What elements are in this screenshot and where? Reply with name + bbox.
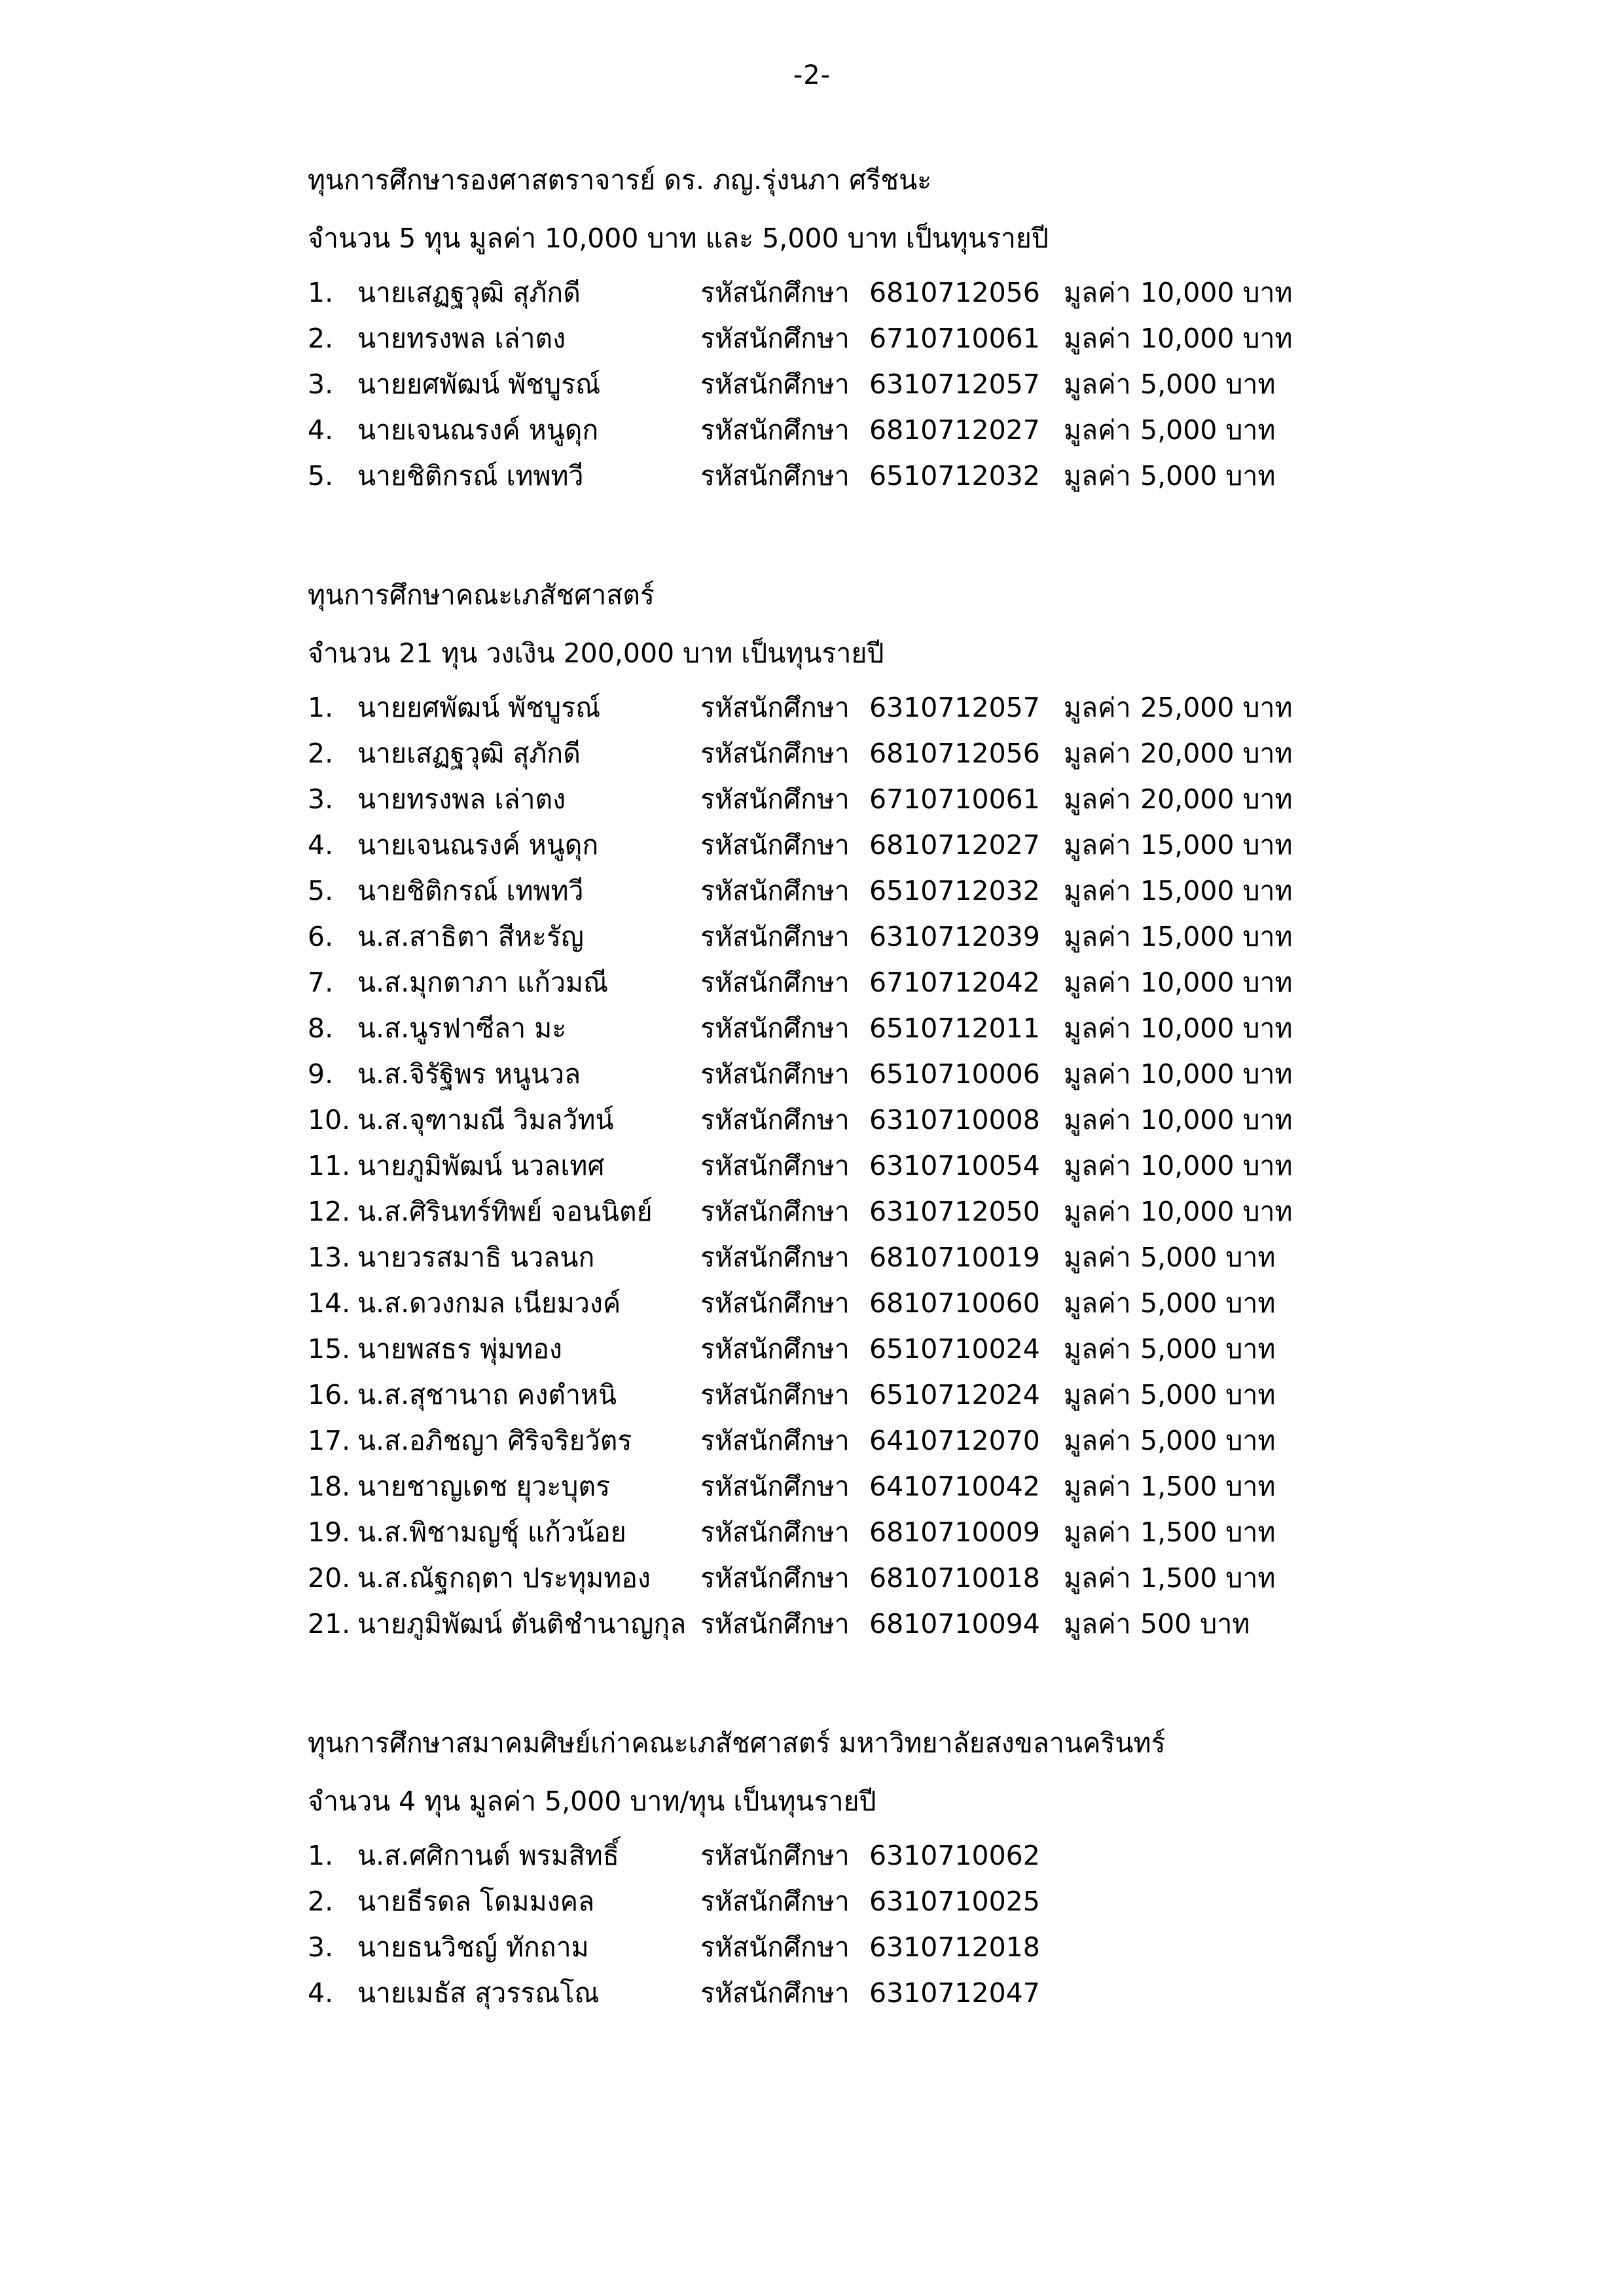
award-row <box>308 921 1355 969</box>
recipient-name: นายชิติกรณ์ เทพทวี <box>357 875 584 906</box>
recipient-name: น.ส.ณัฐกฤตา ประทุมทอง <box>357 1562 651 1594</box>
student-id-label: รหัสนักศึกษา <box>700 875 850 906</box>
row-index: 12. <box>308 1196 351 1227</box>
row-index: 19. <box>308 1516 351 1548</box>
row-index: 11. <box>308 1150 351 1181</box>
value-label: มูลค่า <box>1064 1471 1131 1502</box>
value-label: มูลค่า <box>1064 783 1131 815</box>
award-row <box>308 694 1355 740</box>
section-subtitle: จำนวน 5 ทุน มูลค่า 10,000 บาท และ 5,000 บาท เป็นทุนรายปี <box>308 223 1049 254</box>
row-index: 5. <box>308 875 334 906</box>
student-id-label: รหัสนักศึกษา <box>700 921 850 952</box>
student-id-label: รหัสนักศึกษา <box>700 414 850 446</box>
row-index: 1. <box>308 692 334 723</box>
award-row <box>308 783 1355 832</box>
student-id-value: 6310712057 <box>869 368 1040 400</box>
award-row <box>308 1333 1355 1382</box>
spacer <box>308 667 1355 694</box>
row-index: 6. <box>308 921 334 952</box>
row-index: 18. <box>308 1471 351 1502</box>
student-id-label: รหัสนักศึกษา <box>700 738 850 769</box>
student-id-label: รหัสนักศึกษา <box>700 1471 850 1502</box>
value-label: มูลค่า <box>1064 1608 1131 1640</box>
award-list <box>308 279 1355 509</box>
award-row <box>308 829 1355 878</box>
award-row <box>308 1058 1355 1107</box>
student-id-label: รหัสนักศึกษา <box>700 368 850 400</box>
row-index: 17. <box>308 1425 351 1456</box>
recipient-name: นายเมธัส สุวรรณโณ <box>357 1977 600 2009</box>
award-amount: 1,500 บาท <box>1140 1516 1276 1548</box>
recipient-name: น.ส.อภิชญา ศิริจริยวัตร <box>357 1425 632 1456</box>
value-label: มูลค่า <box>1064 1104 1131 1136</box>
student-id-label: รหัสนักศึกษา <box>700 829 850 861</box>
award-amount: 10,000 บาท <box>1140 277 1293 308</box>
page-number-marker: -2- <box>793 60 831 90</box>
award-row <box>308 1977 1355 2026</box>
value-label: มูลค่า <box>1064 368 1131 400</box>
award-amount: 5,000 บาท <box>1140 368 1276 400</box>
value-label: มูลค่า <box>1064 875 1131 906</box>
value-label: มูลค่า <box>1064 1242 1131 1273</box>
value-label: มูลค่า <box>1064 1516 1131 1548</box>
student-id-label: รหัสนักศึกษา <box>700 460 850 492</box>
spacer <box>308 509 1355 582</box>
award-amount: 5,000 บาท <box>1140 460 1276 492</box>
row-index: 3. <box>308 1931 334 1963</box>
student-id-value: 6310712039 <box>869 921 1040 952</box>
value-label: มูลค่า <box>1064 1013 1131 1044</box>
row-index: 1. <box>308 277 334 308</box>
student-id-label: รหัสนักศึกษา <box>700 323 850 354</box>
student-id-value: 6310710025 <box>869 1886 1040 1917</box>
student-id-label: รหัสนักศึกษา <box>700 1931 850 1963</box>
row-index: 4. <box>308 1977 334 2009</box>
student-id-label: รหัสนักศึกษา <box>700 1562 850 1594</box>
recipient-name: น.ส.สาธิตา สีหะรัญ <box>357 921 584 952</box>
spacer <box>308 252 1355 279</box>
award-row <box>308 1427 1355 1473</box>
recipient-name: น.ส.จิรัฐิพร หนูนวล <box>357 1058 581 1090</box>
row-index: 9. <box>308 1058 334 1090</box>
award-row <box>308 1379 1355 1427</box>
award-amount: 10,000 บาท <box>1140 1104 1293 1136</box>
recipient-name: น.ส.ศิรินทร์ทิพย์ จอนนิตย์ <box>357 1196 653 1227</box>
student-id-value: 6310712018 <box>869 1931 1040 1963</box>
recipient-name: นายภูมิพัฒน์ ตันติชำนาญกุล <box>357 1608 687 1640</box>
value-label: มูลค่า <box>1064 1058 1131 1090</box>
value-label: มูลค่า <box>1064 967 1131 998</box>
value-label: มูลค่า <box>1064 414 1131 446</box>
student-id-label: รหัสนักศึกษา <box>700 1150 850 1181</box>
row-index: 2. <box>308 323 334 354</box>
recipient-name: น.ส.จุฑามณี วิมลวัทน์ <box>357 1104 614 1136</box>
student-id-label: รหัสนักศึกษา <box>700 692 850 723</box>
award-amount: 500 บาท <box>1140 1608 1250 1640</box>
row-index: 3. <box>308 783 334 815</box>
spacer <box>308 1757 1355 1788</box>
student-id-value: 6810710094 <box>869 1608 1040 1640</box>
recipient-name: นายยศพัฒน์ พัชบูรณ์ <box>357 368 601 400</box>
student-id-value: 6810712056 <box>869 738 1040 769</box>
award-row <box>308 279 1355 325</box>
section-title: ทุนการศึกษาสมาคมศิษย์เก่าคณะเภสัชศาสตร์ มหาวิทยาลัยสงขลานครินทร์ <box>308 1727 1166 1759</box>
student-id-value: 6310710008 <box>869 1104 1040 1136</box>
award-row <box>308 1104 1355 1153</box>
student-id-label: รหัสนักศึกษา <box>700 1840 850 1871</box>
award-row <box>308 875 1355 924</box>
award-list <box>308 694 1355 1657</box>
row-index: 13. <box>308 1242 351 1273</box>
student-id-value: 6810712027 <box>869 414 1040 446</box>
row-index: 10. <box>308 1104 351 1136</box>
award-row <box>308 1931 1355 1980</box>
award-amount: 20,000 บาท <box>1140 783 1293 815</box>
student-id-value: 6510710024 <box>869 1333 1040 1365</box>
student-id-value: 6310712047 <box>869 1977 1040 2009</box>
award-row <box>308 414 1355 463</box>
row-index: 15. <box>308 1333 351 1365</box>
row-index: 4. <box>308 414 334 446</box>
student-id-label: รหัสนักศึกษา <box>700 1425 850 1456</box>
award-row <box>308 1842 1355 1888</box>
award-amount: 5,000 บาท <box>1140 1242 1276 1273</box>
recipient-name: น.ส.ดวงกมล เนียมวงค์ <box>357 1287 621 1319</box>
value-label: มูลค่า <box>1064 323 1131 354</box>
student-id-value: 6510712011 <box>869 1013 1040 1044</box>
award-row <box>308 1516 1355 1565</box>
student-id-value: 6810710009 <box>869 1516 1040 1548</box>
value-label: มูลค่า <box>1064 829 1131 861</box>
value-label: มูลค่า <box>1064 1150 1131 1181</box>
value-label: มูลค่า <box>1064 1287 1131 1319</box>
spacer <box>308 609 1355 640</box>
award-amount: 15,000 บาท <box>1140 875 1293 906</box>
value-label: มูลค่า <box>1064 921 1131 952</box>
value-label: มูลค่า <box>1064 738 1131 769</box>
scholarship-section <box>308 164 1355 509</box>
scholarship-section <box>308 1727 1355 2026</box>
value-label: มูลค่า <box>1064 692 1131 723</box>
student-id-label: รหัสนักศึกษา <box>700 967 850 998</box>
row-index: 16. <box>308 1379 351 1410</box>
student-id-label: รหัสนักศึกษา <box>700 277 850 308</box>
row-index: 7. <box>308 967 334 998</box>
student-id-label: รหัสนักศึกษา <box>700 1242 850 1273</box>
student-id-value: 6410710042 <box>869 1471 1040 1502</box>
student-id-value: 6310710062 <box>869 1840 1040 1871</box>
award-row <box>308 368 1355 417</box>
award-row <box>308 1473 1355 1519</box>
row-index: 1. <box>308 1840 334 1871</box>
student-id-value: 6710710061 <box>869 783 1040 815</box>
award-row <box>308 1608 1355 1657</box>
student-id-label: รหัสนักศึกษา <box>700 1196 850 1227</box>
recipient-name: น.ส.ศศิกานต์ พรมสิทธิ์ <box>357 1840 619 1871</box>
student-id-value: 6710712042 <box>869 967 1040 998</box>
award-amount: 5,000 บาท <box>1140 1425 1276 1456</box>
value-label: มูลค่า <box>1064 1562 1131 1594</box>
award-row <box>308 1287 1355 1336</box>
student-id-label: รหัสนักศึกษา <box>700 1516 850 1548</box>
student-id-value: 6310712057 <box>869 692 1040 723</box>
award-row <box>308 1150 1355 1198</box>
recipient-name: น.ส.มุกตาภา แก้วมณี <box>357 967 609 998</box>
student-id-label: รหัสนักศึกษา <box>700 1977 850 2009</box>
award-amount: 25,000 บาท <box>1140 692 1293 723</box>
student-id-value: 6310712050 <box>869 1196 1040 1227</box>
award-list <box>308 1842 1355 2026</box>
value-label: มูลค่า <box>1064 277 1131 308</box>
student-id-label: รหัสนักศึกษา <box>700 1287 850 1319</box>
award-row <box>308 1888 1355 1934</box>
recipient-name: น.ส.นูรฟาซีลา มะ <box>357 1013 567 1044</box>
recipient-name: นายวรสมาธิ นวลนก <box>357 1242 595 1273</box>
student-id-value: 6810710018 <box>869 1562 1040 1594</box>
award-amount: 10,000 บาท <box>1140 323 1293 354</box>
section-title: ทุนการศึกษารองศาสตราจารย์ ดร. ภญ.รุ่งนภา ศรีชนะ <box>308 164 932 196</box>
award-amount: 10,000 บาท <box>1140 1150 1293 1181</box>
award-row <box>308 1244 1355 1290</box>
recipient-name: นายยศพัฒน์ พัชบูรณ์ <box>357 692 601 723</box>
student-id-value: 6510710006 <box>869 1058 1040 1090</box>
student-id-label: รหัสนักศึกษา <box>700 1013 850 1044</box>
award-amount: 10,000 บาท <box>1140 967 1293 998</box>
recipient-name: นายธนวิชญ์ ทักถาม <box>357 1931 589 1963</box>
student-id-value: 6510712032 <box>869 460 1040 492</box>
student-id-label: รหัสนักศึกษา <box>700 1886 850 1917</box>
spacer <box>308 1815 1355 1842</box>
award-amount: 5,000 บาท <box>1140 1287 1276 1319</box>
row-index: 2. <box>308 738 334 769</box>
student-id-value: 6810710060 <box>869 1287 1040 1319</box>
award-amount: 15,000 บาท <box>1140 921 1293 952</box>
award-amount: 20,000 บาท <box>1140 738 1293 769</box>
award-amount: 10,000 บาท <box>1140 1058 1293 1090</box>
student-id-label: รหัสนักศึกษา <box>700 783 850 815</box>
spacer <box>308 194 1355 225</box>
student-id-value: 6310710054 <box>869 1150 1040 1181</box>
student-id-value: 6810712027 <box>869 829 1040 861</box>
student-id-value: 6810712056 <box>869 277 1040 308</box>
recipient-name: นายเสฏฐวุฒิ สุภักดี <box>357 738 581 769</box>
row-index: 5. <box>308 460 334 492</box>
award-amount: 1,500 บาท <box>1140 1471 1276 1502</box>
value-label: มูลค่า <box>1064 1425 1131 1456</box>
recipient-name: นายทรงพล เล่าตง <box>357 783 566 815</box>
recipient-name: นายธีรดล โดมมงคล <box>357 1886 595 1917</box>
recipient-name: นายชาญเดช ยุวะบุตร <box>357 1471 611 1502</box>
award-amount: 5,000 บาท <box>1140 414 1276 446</box>
recipient-name: น.ส.พิชามญชุ์ แก้วน้อย <box>357 1516 626 1548</box>
award-row <box>308 1198 1355 1244</box>
row-index: 14. <box>308 1287 351 1319</box>
award-row <box>308 1015 1355 1061</box>
section-subtitle: จำนวน 4 ทุน มูลค่า 5,000 บาท/ทุน เป็นทุนรายปี <box>308 1785 876 1817</box>
value-label: มูลค่า <box>1064 460 1131 492</box>
row-index: 20. <box>308 1562 351 1594</box>
student-id-value: 6810710019 <box>869 1242 1040 1273</box>
value-label: มูลค่า <box>1064 1196 1131 1227</box>
value-label: มูลค่า <box>1064 1379 1131 1410</box>
student-id-value: 6710710061 <box>869 323 1040 354</box>
row-index: 2. <box>308 1886 334 1917</box>
recipient-name: นายเจนณรงค์ หนูดุก <box>357 829 599 861</box>
award-amount: 5,000 บาท <box>1140 1379 1276 1410</box>
award-amount: 5,000 บาท <box>1140 1333 1276 1365</box>
recipient-name: นายทรงพล เล่าตง <box>357 323 566 354</box>
spacer <box>308 1657 1355 1730</box>
recipient-name: นายพสธร พุ่มทอง <box>357 1333 562 1365</box>
document-body <box>308 164 1355 2026</box>
award-amount: 10,000 บาท <box>1140 1013 1293 1044</box>
award-row <box>308 1562 1355 1611</box>
recipient-name: น.ส.สุชานาถ คงตำหนิ <box>357 1379 617 1410</box>
award-amount: 10,000 บาท <box>1140 1196 1293 1227</box>
recipient-name: นายชิติกรณ์ เทพทวี <box>357 460 584 492</box>
student-id-label: รหัสนักศึกษา <box>700 1333 850 1365</box>
value-label: มูลค่า <box>1064 1333 1131 1365</box>
award-row <box>308 325 1355 371</box>
recipient-name: นายภูมิพัฒน์ นวลเทศ <box>357 1150 605 1181</box>
award-row <box>308 969 1355 1015</box>
recipient-name: นายเสฏฐวุฒิ สุภักดี <box>357 277 581 308</box>
scholarship-section <box>308 579 1355 1657</box>
section-title: ทุนการศึกษาคณะเภสัชศาสตร์ <box>308 579 655 611</box>
award-amount: 15,000 บาท <box>1140 829 1293 861</box>
row-index: 4. <box>308 829 334 861</box>
row-index: 21. <box>308 1608 351 1640</box>
student-id-value: 6510712032 <box>869 875 1040 906</box>
recipient-name: นายเจนณรงค์ หนูดุก <box>357 414 599 446</box>
row-index: 3. <box>308 368 334 400</box>
student-id-value: 6510712024 <box>869 1379 1040 1410</box>
award-row <box>308 740 1355 786</box>
student-id-label: รหัสนักศึกษา <box>700 1379 850 1410</box>
student-id-label: รหัสนักศึกษา <box>700 1104 850 1136</box>
student-id-value: 6410712070 <box>869 1425 1040 1456</box>
award-amount: 1,500 บาท <box>1140 1562 1276 1594</box>
student-id-label: รหัสนักศึกษา <box>700 1058 850 1090</box>
section-subtitle: จำนวน 21 ทุน วงเงิน 200,000 บาท เป็นทุนรายปี <box>308 637 884 669</box>
award-row <box>308 460 1355 509</box>
row-index: 8. <box>308 1013 334 1044</box>
student-id-label: รหัสนักศึกษา <box>700 1608 850 1640</box>
